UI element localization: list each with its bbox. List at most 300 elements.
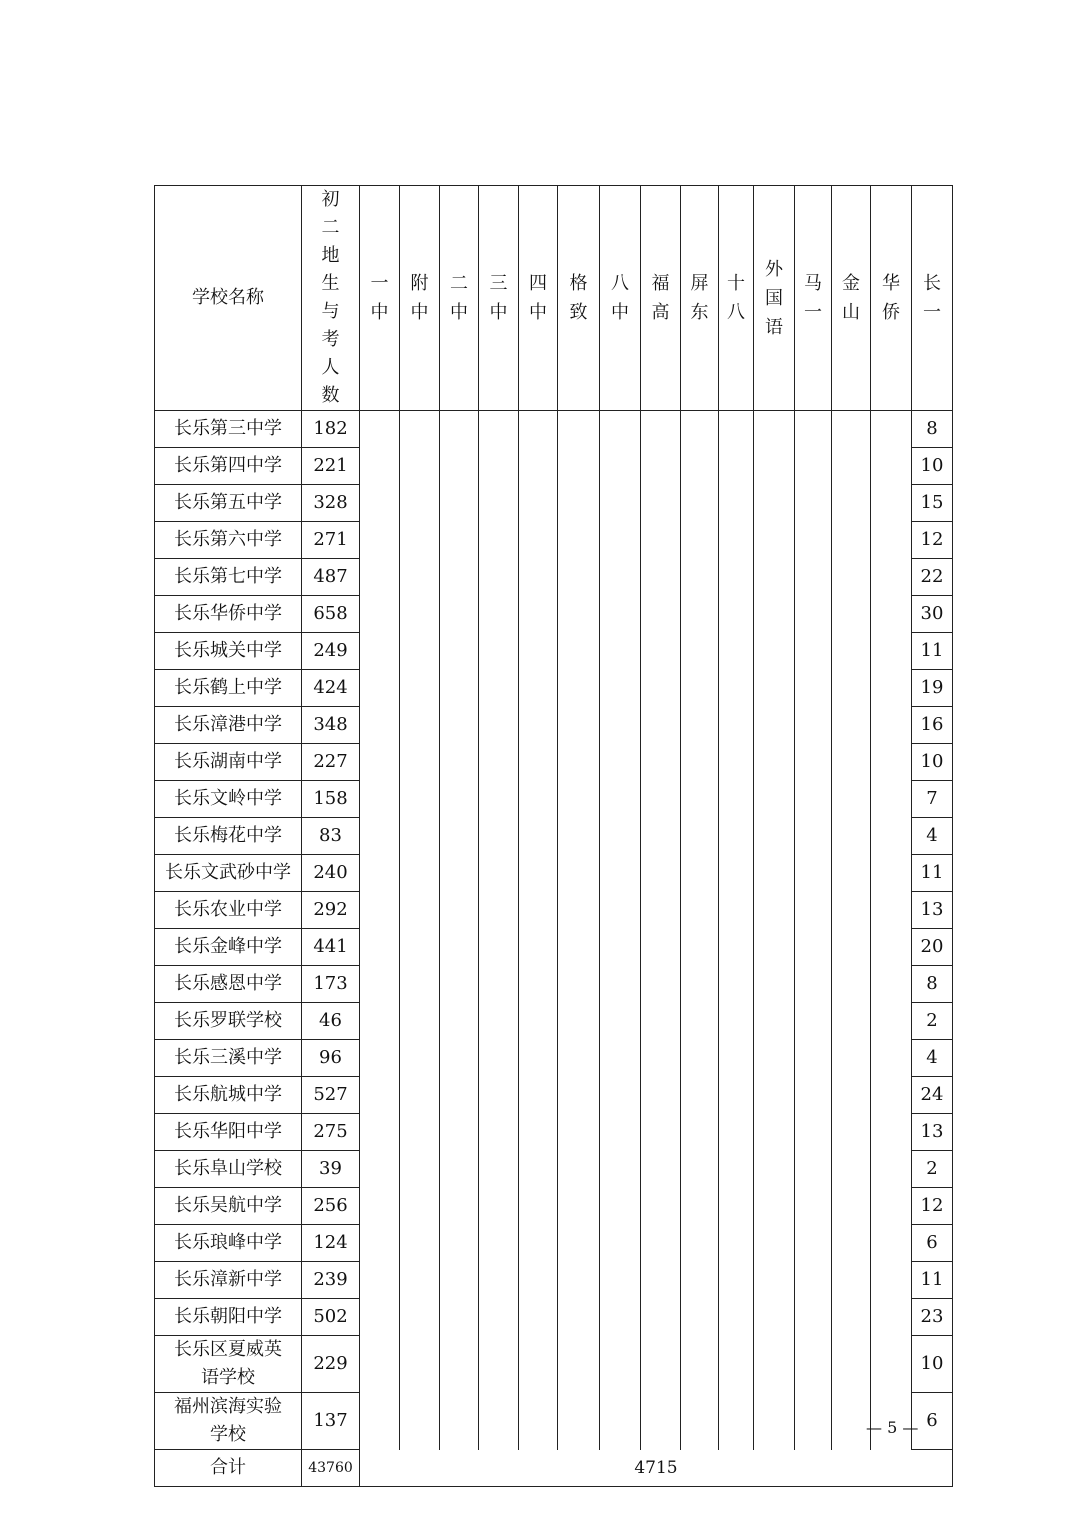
total-row [155, 1450, 953, 1487]
empty-quota-cell [600, 448, 641, 485]
empty-quota-cell [400, 1262, 440, 1299]
student-count-cell: 221 [302, 448, 360, 485]
empty-quota-cell [754, 966, 795, 1003]
empty-quota-cell [871, 1077, 912, 1114]
student-count-cell: 348 [302, 707, 360, 744]
empty-quota-cell [871, 1151, 912, 1188]
quota-cell: 4 [912, 1040, 953, 1077]
empty-quota-cell [681, 522, 719, 559]
quota-cell: 24 [912, 1077, 953, 1114]
empty-quota-cell [360, 485, 400, 522]
empty-quota-cell [360, 1040, 400, 1077]
empty-quota-cell [519, 1151, 558, 1188]
quota-cell: 8 [912, 411, 953, 448]
empty-quota-cell [719, 1003, 754, 1040]
empty-quota-cell [754, 1262, 795, 1299]
empty-quota-cell [440, 1114, 479, 1151]
empty-quota-cell [558, 596, 600, 633]
empty-quota-cell [795, 522, 832, 559]
student-count-cell: 292 [302, 892, 360, 929]
empty-quota-cell [400, 1393, 440, 1450]
empty-quota-cell [795, 1225, 832, 1262]
empty-quota-cell [600, 892, 641, 929]
empty-quota-cell [719, 1114, 754, 1151]
empty-quota-cell [832, 1262, 871, 1299]
empty-quota-cell [641, 892, 681, 929]
quota-cell: 7 [912, 781, 953, 818]
empty-quota-cell [754, 1188, 795, 1225]
empty-quota-cell [832, 855, 871, 892]
empty-quota-cell [558, 1336, 600, 1393]
empty-quota-cell [558, 744, 600, 781]
total-label: 合计 [155, 1450, 302, 1487]
empty-quota-cell [600, 1040, 641, 1077]
quota-cell: 16 [912, 707, 953, 744]
empty-quota-cell [871, 522, 912, 559]
empty-quota-cell [832, 448, 871, 485]
empty-quota-cell [795, 818, 832, 855]
empty-quota-cell [360, 929, 400, 966]
empty-quota-cell [400, 1114, 440, 1151]
empty-quota-cell [479, 929, 519, 966]
empty-quota-cell [681, 485, 719, 522]
empty-quota-cell [440, 1151, 479, 1188]
table-row [155, 559, 953, 596]
empty-quota-cell [558, 1040, 600, 1077]
table-row [155, 1225, 953, 1262]
student-count-cell: 137 [302, 1393, 360, 1450]
empty-quota-cell [400, 1299, 440, 1336]
empty-quota-cell [519, 1336, 558, 1393]
quota-cell: 12 [912, 522, 953, 559]
empty-quota-cell [871, 411, 912, 448]
empty-quota-cell [719, 1262, 754, 1299]
empty-quota-cell [479, 1003, 519, 1040]
empty-quota-cell [519, 559, 558, 596]
empty-quota-cell [440, 1336, 479, 1393]
empty-quota-cell [832, 966, 871, 1003]
empty-quota-cell [360, 1003, 400, 1040]
empty-quota-cell [479, 1262, 519, 1299]
total-count: 43760 [302, 1450, 360, 1487]
empty-quota-cell [440, 892, 479, 929]
empty-quota-cell [719, 1336, 754, 1393]
empty-quota-cell [440, 1299, 479, 1336]
empty-quota-cell [360, 633, 400, 670]
empty-quota-cell [641, 633, 681, 670]
empty-quota-cell [832, 781, 871, 818]
empty-quota-cell [479, 411, 519, 448]
empty-quota-cell [795, 448, 832, 485]
empty-quota-cell [360, 892, 400, 929]
empty-quota-cell [681, 1299, 719, 1336]
empty-quota-cell [558, 818, 600, 855]
empty-quota-cell [360, 411, 400, 448]
school-name-cell: 长乐漳港中学 [155, 707, 302, 744]
empty-quota-cell [360, 1077, 400, 1114]
empty-quota-cell [479, 1188, 519, 1225]
empty-quota-cell [558, 1077, 600, 1114]
total-quota: 4715 [360, 1450, 953, 1487]
student-count-cell: 96 [302, 1040, 360, 1077]
empty-quota-cell [754, 1114, 795, 1151]
empty-quota-cell [719, 633, 754, 670]
empty-quota-cell [400, 485, 440, 522]
empty-quota-cell [519, 855, 558, 892]
empty-quota-cell [719, 1299, 754, 1336]
empty-quota-cell [754, 670, 795, 707]
empty-quota-cell [681, 633, 719, 670]
table-row [155, 1077, 953, 1114]
empty-quota-cell [440, 411, 479, 448]
empty-quota-cell [832, 929, 871, 966]
empty-quota-cell [440, 559, 479, 596]
empty-quota-cell [754, 448, 795, 485]
header-school-column [400, 186, 440, 411]
header-school-column [641, 186, 681, 411]
empty-quota-cell [719, 744, 754, 781]
school-name-cell: 长乐第七中学 [155, 559, 302, 596]
empty-quota-cell [871, 1299, 912, 1336]
empty-quota-cell [600, 1299, 641, 1336]
empty-quota-cell [795, 892, 832, 929]
empty-quota-cell [479, 485, 519, 522]
header-school-column-label: 八中 [611, 273, 629, 323]
empty-quota-cell [360, 559, 400, 596]
table-row [155, 929, 953, 966]
header-school-column-label: 三中 [489, 273, 508, 323]
empty-quota-cell [440, 855, 479, 892]
empty-quota-cell [519, 1040, 558, 1077]
empty-quota-cell [641, 1040, 681, 1077]
school-name-cell: 长乐感恩中学 [155, 966, 302, 1003]
empty-quota-cell [479, 596, 519, 633]
empty-quota-cell [400, 707, 440, 744]
empty-quota-cell [600, 929, 641, 966]
empty-quota-cell [681, 448, 719, 485]
empty-quota-cell [360, 596, 400, 633]
header-school-column [795, 186, 832, 411]
quota-cell: 13 [912, 892, 953, 929]
empty-quota-cell [795, 1336, 832, 1393]
table-row [155, 892, 953, 929]
empty-quota-cell [440, 1040, 479, 1077]
empty-quota-cell [641, 1225, 681, 1262]
empty-quota-cell [600, 1336, 641, 1393]
empty-quota-cell [558, 1393, 600, 1450]
header-school-name: 学校名称 [155, 186, 302, 411]
empty-quota-cell [754, 559, 795, 596]
empty-quota-cell [519, 522, 558, 559]
empty-quota-cell [754, 411, 795, 448]
empty-quota-cell [400, 1225, 440, 1262]
empty-quota-cell [600, 855, 641, 892]
empty-quota-cell [360, 855, 400, 892]
empty-quota-cell [440, 448, 479, 485]
header-school-column [600, 186, 641, 411]
empty-quota-cell [600, 670, 641, 707]
table-row [155, 744, 953, 781]
student-count-cell: 46 [302, 1003, 360, 1040]
empty-quota-cell [519, 818, 558, 855]
empty-quota-cell [832, 1299, 871, 1336]
empty-quota-cell [871, 1188, 912, 1225]
empty-quota-cell [519, 1299, 558, 1336]
empty-quota-cell [641, 1114, 681, 1151]
student-count-cell: 227 [302, 744, 360, 781]
header-school-column-label: 福高 [651, 273, 670, 323]
empty-quota-cell [400, 633, 440, 670]
student-count-cell: 271 [302, 522, 360, 559]
school-name-cell: 长乐漳新中学 [155, 1262, 302, 1299]
empty-quota-cell [600, 1003, 641, 1040]
empty-quota-cell [440, 966, 479, 1003]
empty-quota-cell [479, 892, 519, 929]
empty-quota-cell [681, 1188, 719, 1225]
empty-quota-cell [681, 818, 719, 855]
school-name-cell: 长乐阜山学校 [155, 1151, 302, 1188]
empty-quota-cell [479, 744, 519, 781]
empty-quota-cell [360, 1188, 400, 1225]
empty-quota-cell [754, 707, 795, 744]
quota-cell: 20 [912, 929, 953, 966]
header-row [155, 186, 953, 411]
quota-cell: 13 [912, 1114, 953, 1151]
empty-quota-cell [641, 596, 681, 633]
empty-quota-cell [754, 1003, 795, 1040]
empty-quota-cell [440, 1262, 479, 1299]
empty-quota-cell [832, 1393, 871, 1450]
table-row [155, 522, 953, 559]
empty-quota-cell [400, 670, 440, 707]
empty-quota-cell [360, 1336, 400, 1393]
empty-quota-cell [641, 1003, 681, 1040]
header-school-column [871, 186, 912, 411]
empty-quota-cell [641, 929, 681, 966]
empty-quota-cell [871, 744, 912, 781]
empty-quota-cell [519, 781, 558, 818]
empty-quota-cell [754, 522, 795, 559]
header-school-column [719, 186, 754, 411]
school-name-cell: 长乐罗联学校 [155, 1003, 302, 1040]
table-row [155, 781, 953, 818]
empty-quota-cell [795, 1151, 832, 1188]
empty-quota-cell [795, 1003, 832, 1040]
empty-quota-cell [641, 1299, 681, 1336]
school-name-cell: 福州滨海实验学校 [155, 1393, 302, 1450]
empty-quota-cell [479, 781, 519, 818]
empty-quota-cell [440, 485, 479, 522]
student-count-cell: 182 [302, 411, 360, 448]
empty-quota-cell [719, 596, 754, 633]
empty-quota-cell [440, 1077, 479, 1114]
quota-cell: 6 [912, 1393, 953, 1450]
empty-quota-cell [558, 1225, 600, 1262]
header-school-column-label: 屏东 [690, 273, 709, 323]
table-row [155, 1003, 953, 1040]
table-row [155, 1040, 953, 1077]
empty-quota-cell [754, 1299, 795, 1336]
school-name-cell: 长乐农业中学 [155, 892, 302, 929]
empty-quota-cell [600, 1077, 641, 1114]
empty-quota-cell [600, 485, 641, 522]
empty-quota-cell [519, 1077, 558, 1114]
empty-quota-cell [360, 1225, 400, 1262]
empty-quota-cell [754, 1336, 795, 1393]
empty-quota-cell [479, 707, 519, 744]
table-row [155, 633, 953, 670]
student-count-cell: 487 [302, 559, 360, 596]
student-count-cell: 424 [302, 670, 360, 707]
empty-quota-cell [795, 559, 832, 596]
empty-quota-cell [360, 818, 400, 855]
empty-quota-cell [519, 892, 558, 929]
empty-quota-cell [600, 411, 641, 448]
empty-quota-cell [795, 485, 832, 522]
student-count-cell: 328 [302, 485, 360, 522]
empty-quota-cell [871, 448, 912, 485]
empty-quota-cell [871, 633, 912, 670]
empty-quota-cell [641, 707, 681, 744]
empty-quota-cell [681, 1003, 719, 1040]
empty-quota-cell [440, 1188, 479, 1225]
quota-cell: 2 [912, 1151, 953, 1188]
empty-quota-cell [479, 855, 519, 892]
empty-quota-cell [400, 1151, 440, 1188]
table-row [155, 855, 953, 892]
table-row [155, 1262, 953, 1299]
empty-quota-cell [558, 522, 600, 559]
empty-quota-cell [600, 781, 641, 818]
empty-quota-cell [719, 670, 754, 707]
student-count-cell: 658 [302, 596, 360, 633]
empty-quota-cell [832, 1114, 871, 1151]
empty-quota-cell [519, 448, 558, 485]
header-school-column [754, 186, 795, 411]
empty-quota-cell [832, 1188, 871, 1225]
empty-quota-cell [832, 1225, 871, 1262]
empty-quota-cell [641, 1262, 681, 1299]
empty-quota-cell [832, 633, 871, 670]
empty-quota-cell [400, 1040, 440, 1077]
student-count-cell: 249 [302, 633, 360, 670]
empty-quota-cell [681, 1040, 719, 1077]
empty-quota-cell [681, 966, 719, 1003]
header-count [302, 186, 360, 411]
empty-quota-cell [360, 966, 400, 1003]
empty-quota-cell [558, 929, 600, 966]
table-row [155, 1114, 953, 1151]
empty-quota-cell [558, 670, 600, 707]
empty-quota-cell [519, 744, 558, 781]
quota-cell: 11 [912, 633, 953, 670]
school-name-cell: 长乐湖南中学 [155, 744, 302, 781]
empty-quota-cell [400, 744, 440, 781]
empty-quota-cell [558, 892, 600, 929]
school-name-cell: 长乐华阳中学 [155, 1114, 302, 1151]
empty-quota-cell [479, 1225, 519, 1262]
empty-quota-cell [795, 1077, 832, 1114]
empty-quota-cell [641, 818, 681, 855]
school-name-cell: 长乐第六中学 [155, 522, 302, 559]
empty-quota-cell [832, 1040, 871, 1077]
empty-quota-cell [719, 929, 754, 966]
empty-quota-cell [754, 1151, 795, 1188]
header-school-column-label: 格致 [569, 273, 588, 323]
empty-quota-cell [719, 448, 754, 485]
empty-quota-cell [600, 559, 641, 596]
empty-quota-cell [558, 781, 600, 818]
empty-quota-cell [400, 781, 440, 818]
quota-cell: 30 [912, 596, 953, 633]
empty-quota-cell [681, 1077, 719, 1114]
empty-quota-cell [600, 1114, 641, 1151]
empty-quota-cell [519, 966, 558, 1003]
empty-quota-cell [871, 559, 912, 596]
empty-quota-cell [871, 670, 912, 707]
quota-cell: 11 [912, 1262, 953, 1299]
empty-quota-cell [400, 411, 440, 448]
student-count-cell: 275 [302, 1114, 360, 1151]
empty-quota-cell [719, 1188, 754, 1225]
school-name-cell: 长乐区夏威英语学校 [155, 1336, 302, 1393]
empty-quota-cell [754, 633, 795, 670]
empty-quota-cell [479, 1040, 519, 1077]
empty-quota-cell [871, 966, 912, 1003]
empty-quota-cell [681, 781, 719, 818]
table-row [155, 1393, 953, 1450]
empty-quota-cell [832, 1336, 871, 1393]
empty-quota-cell [795, 966, 832, 1003]
empty-quota-cell [719, 855, 754, 892]
student-count-cell: 173 [302, 966, 360, 1003]
empty-quota-cell [871, 1114, 912, 1151]
student-count-cell: 124 [302, 1225, 360, 1262]
empty-quota-cell [519, 1393, 558, 1450]
empty-quota-cell [600, 707, 641, 744]
empty-quota-cell [719, 1077, 754, 1114]
empty-quota-cell [600, 1151, 641, 1188]
empty-quota-cell [681, 596, 719, 633]
empty-quota-cell [832, 596, 871, 633]
empty-quota-cell [681, 670, 719, 707]
header-school-column-label: 四中 [529, 273, 547, 323]
school-name-cell: 长乐鹤上中学 [155, 670, 302, 707]
empty-quota-cell [440, 707, 479, 744]
empty-quota-cell [681, 929, 719, 966]
empty-quota-cell [400, 892, 440, 929]
empty-quota-cell [479, 1336, 519, 1393]
school-name-cell: 长乐第五中学 [155, 485, 302, 522]
empty-quota-cell [795, 1393, 832, 1450]
empty-quota-cell [440, 670, 479, 707]
empty-quota-cell [479, 1151, 519, 1188]
empty-quota-cell [519, 633, 558, 670]
quota-cell: 10 [912, 448, 953, 485]
empty-quota-cell [871, 818, 912, 855]
empty-quota-cell [832, 1151, 871, 1188]
empty-quota-cell [360, 448, 400, 485]
empty-quota-cell [754, 1040, 795, 1077]
table-row [155, 485, 953, 522]
empty-quota-cell [440, 744, 479, 781]
student-count-cell: 229 [302, 1336, 360, 1393]
header-school-column-label: 十八 [727, 273, 745, 323]
empty-quota-cell [795, 1299, 832, 1336]
empty-quota-cell [681, 559, 719, 596]
empty-quota-cell [871, 1003, 912, 1040]
header-school-column-label: 附中 [410, 273, 429, 323]
